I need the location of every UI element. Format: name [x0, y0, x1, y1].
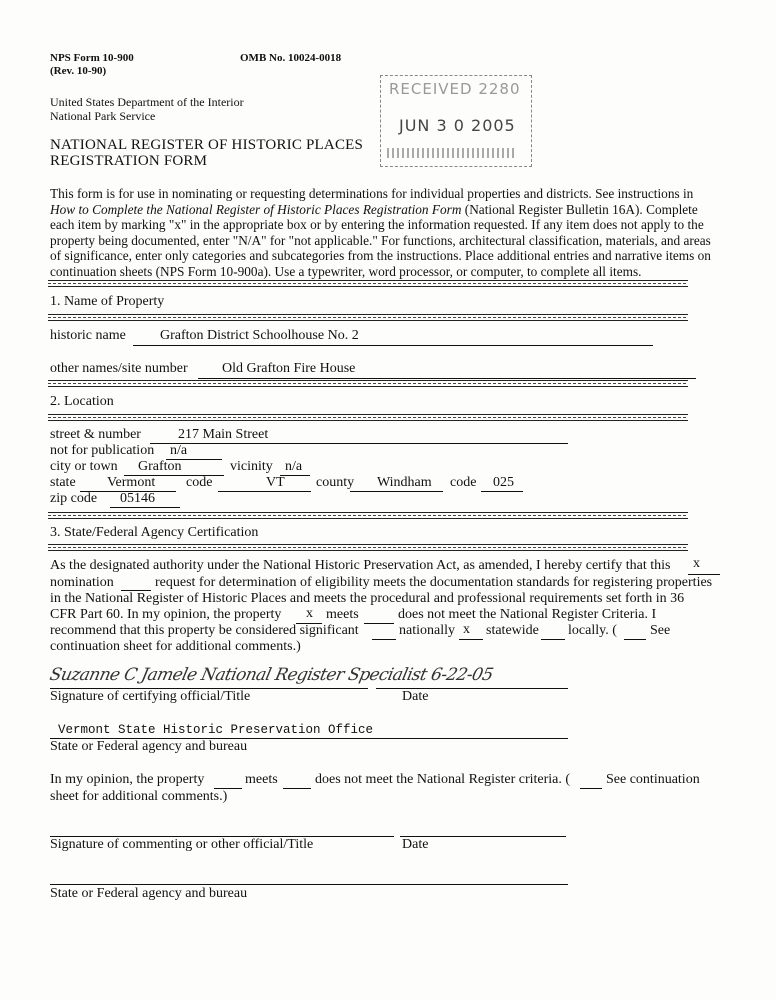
intro-text-1: This form is for use in nominating or requesting determinations for individual properties and districts. See instructions in: [50, 186, 694, 201]
omb-number: OMB No. 10024-0018: [240, 52, 342, 64]
nomination-check-mark[interactable]: x: [693, 556, 700, 571]
vicinity-label: vicinity: [230, 459, 273, 474]
stamp-faded-text: [387, 148, 517, 158]
opinion-text-c: does not meet the National Register criteria. (: [315, 772, 571, 787]
state-value[interactable]: Vermont: [107, 475, 156, 490]
opinion-text-d: See continuation: [606, 772, 700, 787]
county-code-label: code: [450, 475, 477, 490]
section1-heading: 1. Name of Property: [50, 294, 165, 309]
cert-line-5a: recommend that this property be considered significant: [50, 623, 359, 638]
cert-line-5d: locally. (: [568, 623, 617, 638]
nfp-label: not for publication: [50, 443, 155, 458]
agency-label: State or Federal agency and bureau: [50, 739, 248, 754]
county-code-value[interactable]: 025: [493, 475, 514, 490]
cert-line-2b: request for determination of eligibility meets the documentation standards for registering properties: [155, 575, 713, 590]
opinion-text-a: In my opinion, the property: [50, 772, 205, 787]
opinion-text-e: sheet for additional comments.): [50, 789, 228, 804]
form-title-line1: NATIONAL REGISTER OF HISTORIC PLACES: [50, 137, 364, 153]
cert-line-5e: See: [650, 623, 671, 638]
other-names-line: [198, 378, 696, 379]
street-line: [150, 443, 568, 444]
state-code-label: code: [186, 475, 213, 490]
historic-name-value[interactable]: Grafton District Schoolhouse No. 2: [160, 328, 359, 343]
street-value[interactable]: 217 Main Street: [178, 427, 269, 442]
cert-line-5b: nationally: [399, 623, 455, 638]
cert-line-3: in the National Register of Historic Places and meets the procedural and professional requirements set forth in 36: [50, 591, 685, 606]
statewide-check-mark[interactable]: x: [463, 622, 470, 637]
not-meet-check-line: [364, 623, 394, 624]
form-revision: (Rev. 10-90): [50, 65, 107, 77]
agency-value[interactable]: Vermont State Historic Preservation Office: [58, 723, 374, 737]
county-line: [350, 491, 443, 492]
street-label: street & number: [50, 427, 141, 442]
other-names-value[interactable]: Old Grafton Fire House: [222, 361, 356, 376]
nationally-check-line: [372, 639, 396, 640]
section-divider: [48, 280, 688, 287]
intro-italic: How to Complete the National Register of Historic Places Registration Form: [50, 201, 462, 217]
section-divider: [48, 380, 688, 387]
cert-line-4b: meets: [326, 607, 359, 622]
cert-line-1: As the designated authority under the National Historic Preservation Act, as amended, I hereby certify that this: [50, 558, 671, 573]
intro-paragraph: [50, 186, 718, 280]
zip-label: zip code: [50, 491, 98, 506]
county-code-line: [481, 491, 523, 492]
received-stamp: [380, 75, 532, 167]
section-divider: [48, 512, 688, 519]
state-label: state: [50, 475, 76, 490]
section-divider: [48, 544, 688, 551]
stamp-received-text: RECEIVED 2280: [389, 80, 521, 98]
county-value[interactable]: Windham: [377, 475, 432, 490]
city-label: city or town: [50, 459, 118, 474]
see-check-line: [624, 639, 646, 640]
city-value[interactable]: Grafton: [138, 459, 182, 474]
opinion-not-meet-line: [283, 788, 311, 789]
meets-check-mark[interactable]: x: [306, 606, 313, 621]
state-code-line: [218, 491, 311, 492]
service: National Park Service: [50, 109, 156, 123]
signature-date-label: Date: [402, 689, 429, 704]
state-code-value[interactable]: VT: [266, 475, 285, 490]
other-names-label: other names/site number: [50, 361, 188, 376]
cert-line-2a: nomination: [50, 575, 114, 590]
historic-name-label: historic name: [50, 328, 126, 343]
stamp-date: JUN 3 0 2005: [399, 116, 516, 135]
section-divider: [48, 314, 688, 321]
county-label: county: [316, 475, 355, 490]
zip-value[interactable]: 05146: [120, 491, 155, 506]
nfp-value[interactable]: n/a: [170, 443, 188, 458]
signature-label: Signature of certifying official/Title: [50, 689, 251, 704]
handwritten-signature: Suzanne C Jamele National Register Specialist 6-22-05: [47, 665, 495, 685]
locally-check-line: [541, 639, 565, 640]
cert-line-4a: CFR Part 60. In my opinion, the property: [50, 607, 282, 622]
cert-line-4c: does not meet the National Register Criteria. I: [398, 607, 657, 622]
section-divider: [48, 414, 688, 421]
comment-date-label: Date: [402, 837, 429, 852]
department: United States Department of the Interior: [50, 95, 244, 109]
historic-name-line: [133, 345, 653, 346]
statewide-check-line: [459, 639, 483, 640]
intro-text-2: (National Register Bulletin 16A). Complete each item by marking "x" in the appropriate box or by entering the information requested. If any item does not apply to the property being documented, enter "N/A" for "not applicable." For functions, architectural classification, materials, and areas of significance, enter only categories and subcategories from the instructions. Place additional entries and narrative items on continuation sheets (NPS Form 10-900a). Use a typewriter, word processor, or computer, to complete all items.: [50, 201, 711, 279]
section3-heading: 3. State/Federal Agency Certification: [50, 525, 259, 540]
agency2-label: State or Federal agency and bureau: [50, 886, 248, 901]
cert-line-5c: statewide: [486, 623, 539, 638]
opinion-text-b: meets: [245, 772, 278, 787]
cert-line-6: continuation sheet for additional comments.): [50, 639, 301, 654]
section2-heading: 2. Location: [50, 394, 114, 409]
comment-signature-label: Signature of commenting or other official/Title: [50, 837, 314, 852]
zip-line: [110, 507, 180, 508]
form-number: NPS Form 10-900: [50, 52, 134, 64]
vicinity-value[interactable]: n/a: [285, 459, 303, 474]
opinion-see-line: [580, 788, 602, 789]
form-title-line2: REGISTRATION FORM: [50, 153, 208, 169]
agency2-line: [50, 884, 568, 885]
